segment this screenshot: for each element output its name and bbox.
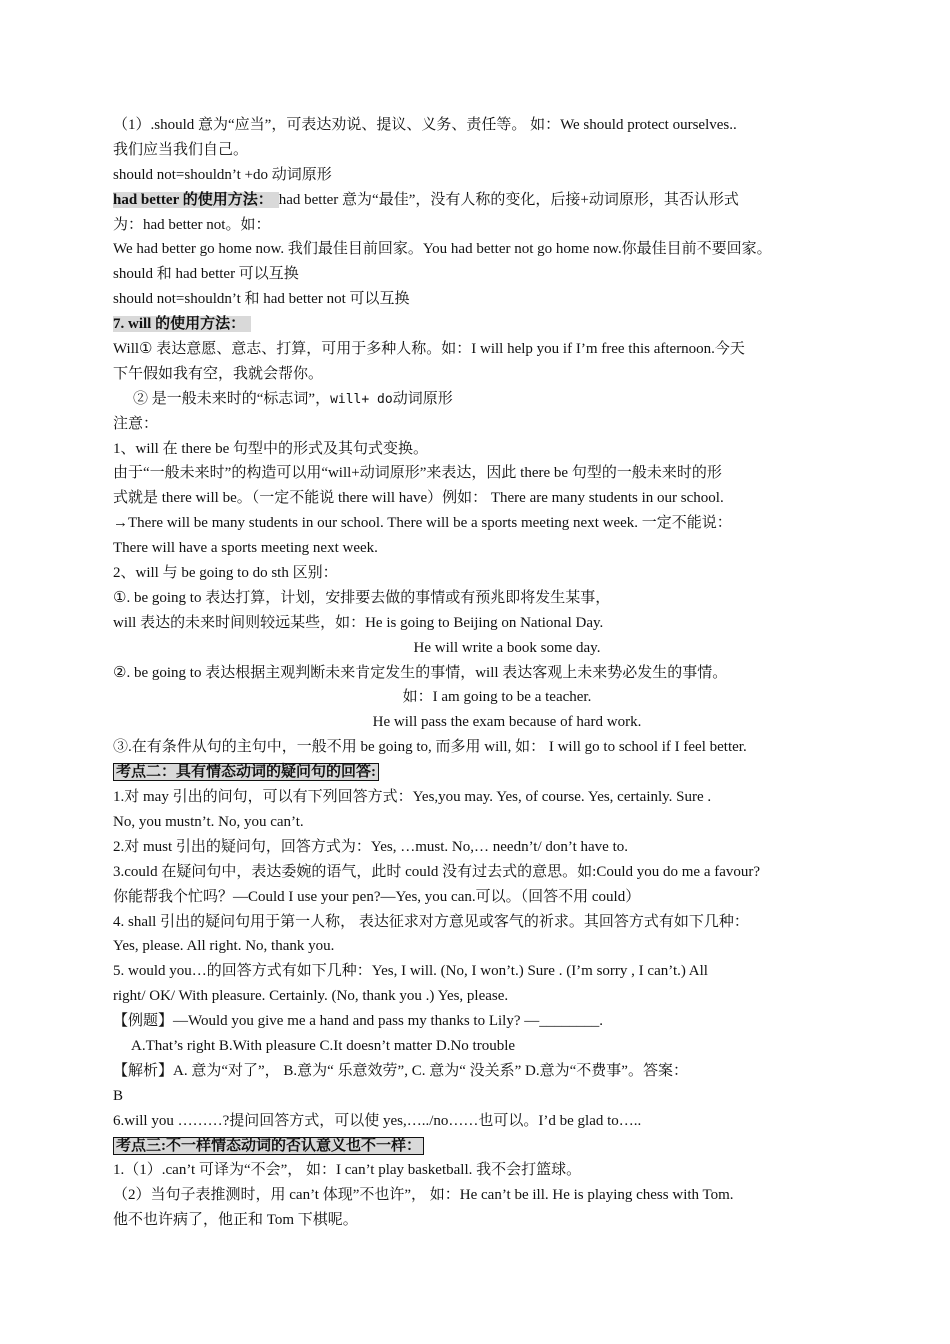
text-line: 你能帮我个忙吗？—Could I use your pen?—Yes, you can.可以。（回答不用 could） [113,888,641,905]
text-line: No, you mustn’t. No, you can’t. [113,813,304,830]
text-line: 1.对 may 引出的问句，可以有下列回答方式：Yes,you may. Yes, of course. Yes, certainly. Sure . [113,789,712,806]
text-line: 4. shall 引出的疑问句用于第一人称， 表达征求对方意见或客气的祈求。其回答方式有如下几种： [113,913,749,930]
text-line: A.That’s right B.With pleasure C.It doesn’t matter D.No trouble [131,1037,516,1054]
text-line: 注意： [113,415,159,432]
text-line: 如：I am going to be a teacher. [402,689,592,706]
text-line: 5. would you…的回答方式有如下几种：Yes, I will. (No, I won’t.) Sure . (I’m sorry , I can’t.) All [113,963,708,980]
text-span: had better 意为“最佳”，没有人称的变化，后接+动词原形，其否认形式 [278,191,739,208]
text-line: He will write a book some day. [413,639,601,656]
text-line [113,188,843,213]
document-body [113,113,843,1233]
text-line: 2、will 与 be going to do sth 区别： [113,565,338,582]
text-line [113,1134,843,1159]
text-line: 【例题】—Would you give me a hand and pass my thanks to Lily? —________. [113,1013,603,1030]
section-heading: 考点三:不一样情态动词的否认意义也不一样： [113,1137,424,1155]
code-span: will+ do [330,391,393,407]
text-line: 1.（1）.can’t 可译为“不会”， 如：I can’t play basketball. 我不会打篮球。 [113,1162,582,1179]
text-line: There will have a sports meeting next week. [113,540,378,557]
text-line: 1、will 在 there be 句型中的形式及其句式变换。 [113,440,428,457]
text-line: will 表达的未来时间则较远某些，如：He is going to Beijing on National Day. [113,614,604,631]
text-line: 【解析】A. 意为“对了”， B.意为“ 乐意效劳”, C. 意为“ 没关系” D.意为“不费事”。答案： [113,1062,688,1079]
text-line [113,387,843,412]
text-line: 我们应当我们自己。 [113,141,249,158]
text-line: 3.could 在疑问句中，表达委婉的语气，此时 could 没有过去式的意思。如:Could you do me a favour? [113,863,761,880]
text-line: ②. be going to 表达根据主观判断未来肯定发生的事情，will 表达客观上未来势必发生的事情。 [113,664,728,681]
section-heading: had better 的使用方法： [113,192,279,208]
text-line [113,312,843,337]
text-line: ①. be going to 表达打算，计划，安排要去做的事情或有预兆即将发生某事， [113,589,611,606]
text-line: Yes, please. All right. No, thank you. [113,938,335,955]
text-line: should not=shouldn’t 和 had better not 可以互换 [113,291,410,308]
text-line: →There will be many students in our school. There will be a sports meeting next week. 一定不能说： [113,515,732,532]
text-line: （2）当句子表推测时，用 can’t 体现”不也许”， 如：He can’t be ill. He is playing chess with Tom. [113,1187,734,1204]
text-line: ③.在有条件从句的主句中，一般不用 be going to, 而多用 will, 如： I will go to school if I feel better. [113,739,747,756]
text-line: right/ OK/ With pleasure. Certainly. (No, thank you .) Yes, please. [113,988,509,1005]
section-heading: 考点二：具有情态动词的疑问句的回答: [113,763,379,781]
text-line: 6.will you ………?提问回答方式，可以使 yes,…../no……也可以。I’d be glad to….. [113,1112,642,1129]
text-span: ② 是一般未来时的“标志词”， [133,390,331,407]
text-span: 动词原形 [392,390,453,407]
section-heading: 7. will 的使用方法： [113,316,251,332]
text-line: 下午假如我有空，我就会帮你。 [113,365,324,382]
text-line: 由于“一般未来时”的构造可以用“will+动词原形”来表达，因此 there be 句型的一般未来时的形 [113,465,722,482]
text-line: 他不也许病了，他正和 Tom 下棋呢。 [113,1212,358,1229]
text-line: 式就是 there will be。（一定不能说 there will have）例如： There are many students in our school. [113,490,724,507]
text-line: Will① 表达意愿、意志、打算，可用于多种人称。如：I will help you if I’m free this afternoon.今天 [113,341,745,358]
text-line: should not=shouldn’t +do 动词原形 [113,166,332,183]
text-line: He will pass the exam because of hard work. [372,714,642,731]
text-line: B [113,1087,124,1104]
text-line [113,760,843,785]
text-line: We had better go home now. 我们最佳目前回家。You had better not go home now.你最佳目前不要回家。 [113,241,772,258]
text-line: 2.对 must 引出的疑问句，回答方式为：Yes, …must. No,… needn’t/ don’t have to. [113,838,629,855]
text-line: should 和 had better 可以互换 [113,266,299,283]
text-line: （1）.should 意为“应当”，可表达劝说、提议、义务、责任等。 如：We should protect ourselves.. [113,117,737,133]
text-line: 为：had better not。如： [113,216,271,233]
